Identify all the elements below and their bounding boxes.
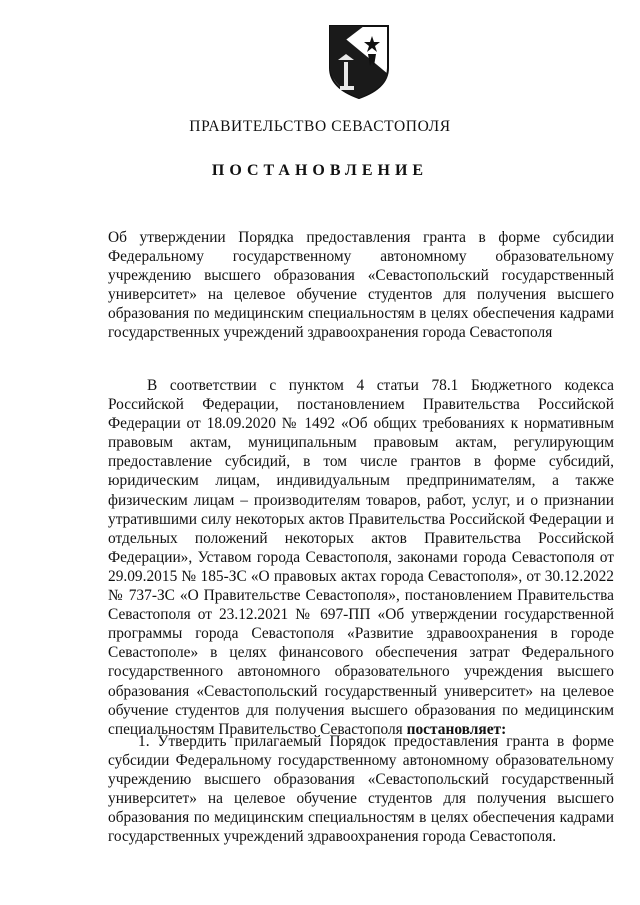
list-item: 1. Утвердить прилагаемый Порядок предоставления гранта в форме субсидии Федеральному государственному автономному образовательному учреждению высшего образования «Севастопольский государственный университет» на целевое обучение студентов для получения высшего образования по медицинским специальностям в целях обеспечения кадрами государственных учреждений здравоохранения города Севастополя. (108, 733, 614, 846)
document-type: ПОСТАНОВЛЕНИЕ (211, 162, 429, 179)
sevastopol-coat-of-arms-icon (324, 22, 394, 100)
preamble-text: В соответствии с пунктом 4 статьи 78.1 Бюджетного кодекса Российской Федерации, постановлением Правительства Российской Федерации от 18.09.2020 № 1492 «Об общих требованиях к нормативным правовым актам, муниципальным правовым актам, регулирующим предоставление субсидий, в том числе грантов в форме субсидий, юридическим лицам, индивидуальным предпринимателям, а также физическим лицам – производителям товаров, работ, услуг, и о признании утратившими силу некоторых актов Правительства Российской Федерации и отдельных положений некоторых актов Правительства Российской Федерации», Уставом города Севастополя, законами города Севастополя от 29.09.2015 № 185-ЗС «О правовых актах города Севастополя», от 30.12.2022 № 737-ЗС «О Правительстве Севастополя», постановлением Правительства Севастополя от 23.12.2021 № 697-ПП «Об утверждении государственной программы города Севастополя «Развитие здравоохранения в городе Севастополе» в целях финансового обеспечения затрат Федерального государственного автономного образовательного учреждения высшего образования «Севастопольский государственный университет» на целевое обучение студентов для получения высшего образования по медицинским специальностям Правительство Севастополя (108, 377, 614, 738)
decree-title: Об утверждении Порядка предоставления гранта в форме субсидии Федеральному государственному автономному образовательному учреждению высшего образования «Севастопольский государственный университет» на целевое обучение студентов для получения высшего образования по медицинским специальностям в целях обеспечения кадрами государственных учреждений здравоохранения города Севастополя (108, 229, 614, 342)
preamble-paragraph (108, 376, 614, 739)
decision-word: постановляет: (406, 720, 507, 738)
government-name: ПРАВИТЕЛЬСТВО СЕВАСТОПОЛЯ (189, 118, 451, 135)
